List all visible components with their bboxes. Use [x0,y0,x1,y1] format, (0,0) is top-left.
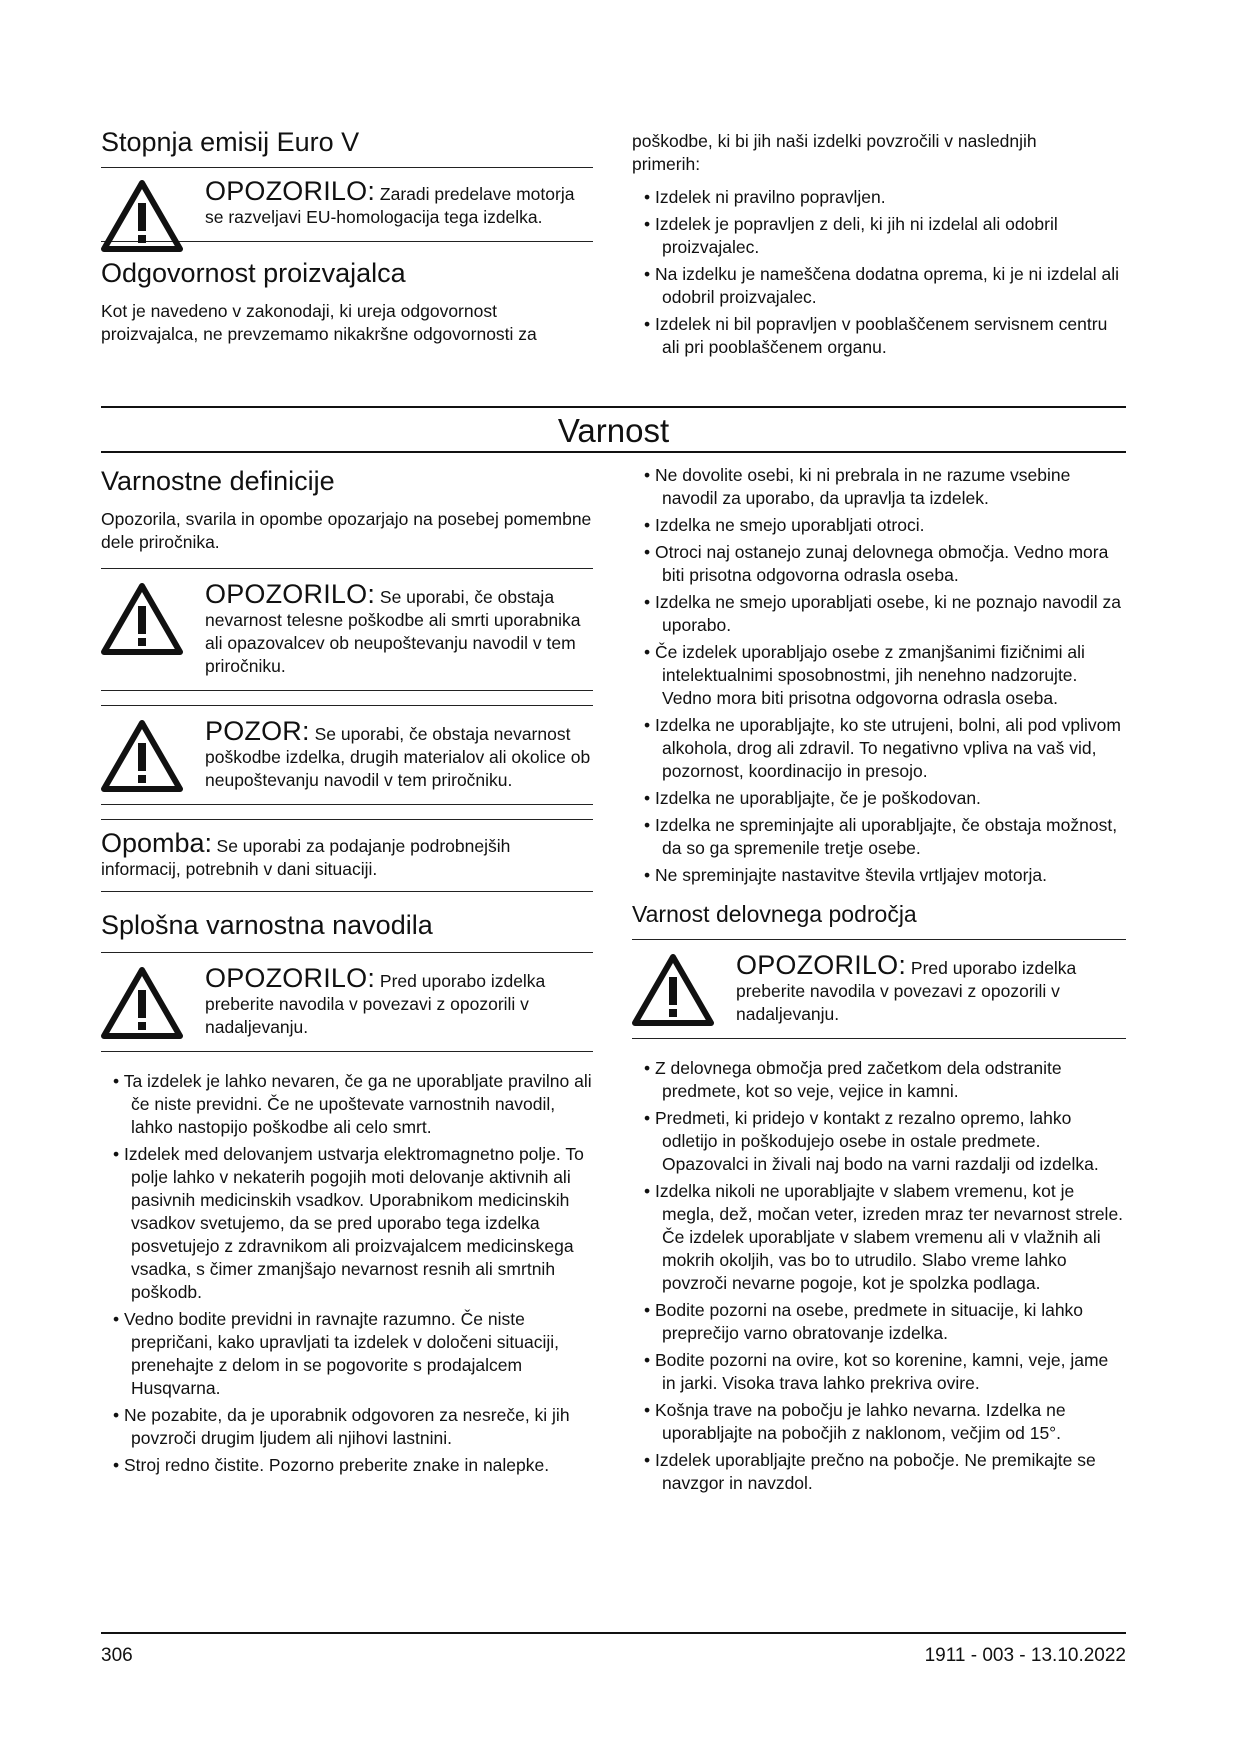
right-column [632,464,1126,1499]
general-safety-list-continued [632,464,1126,887]
general-safety-heading: Splošna varnostna navodila [101,910,433,940]
liability-continued: poškodbe, ki bi jih naši izdelki povzročili v naslednjih primerih: [632,131,1037,174]
top-left-column [101,125,593,346]
caution-text: Se uporabi, če obstaja nevarnost poškodbe izdelka, drugih materialov ali okolice ob neupoštevanju navodil v tem priročniku. [205,724,591,790]
note-signal-word: Opomba: [101,828,213,858]
list-item: • Izdelka ne uporabljajte, če je poškodovan. [632,787,1126,810]
document-reference: 1911 - 003 - 13.10.2022 [924,1645,1126,1666]
list-item: • Otroci naj ostanejo zunaj delovnega območja. Vedno mora biti prisotna odgovorna odrasla oseba. [632,541,1126,587]
warning-text: Zaradi predelave motorja se razveljavi EU-homologacija tega izdelka. [205,184,575,227]
warning-signal-word: OPOZORILO: [205,579,376,609]
page-number: 306 [101,1645,133,1666]
warning-definition-box [101,568,593,691]
list-item: • Izdelek ni bil popravljen v pooblaščenem servisnem centru ali pri pooblaščenem organu. [632,313,1126,359]
footer-rule [101,1632,1126,1634]
top-right-column [632,130,1126,363]
list-item: • Na izdelku je nameščena dodatna oprema, ki je ni izdelal ali odobril proizvajalec. [632,263,1126,309]
list-item: • Vedno bodite previdni in ravnajte razumno. Če niste prepričani, kako upravljati ta izdelek v določeni situaciji, prenehajte z delom in se pogovorite s prodajalcem Husqvarna. [101,1308,593,1400]
list-item: • Izdelka ne uporabljajte, ko ste utrujeni, bolni, ali pod vplivom alkohola, drog ali zdravil. To negativno vpliva na vaš vid, pozornost, koordinacijo in presojo. [632,714,1126,783]
liability-text: Kot je navedeno v zakonodaji, ki ureja odgovornost proizvajalca, ne prevzemamo nikakršne odgovornosti za [101,301,537,344]
emission-heading: Stopnja emisij Euro V [101,127,360,157]
list-item: • Izdelka nikoli ne uporabljajte v slabem vremenu, kot je megla, dež, močan veter, izreden mraz ter nevarnost strele. Če izdelek uporabljate v slabem vremenu ali v vlažnih ali mokrih okoljih, vas bo to utrudilo. Slabo vreme lahko povzroči nevarne pogoje, kot je spolzka podlaga. [632,1180,1126,1295]
general-safety-list [101,1070,593,1477]
definitions-text: Opozorila, svarila in opombe opozarjajo na posebej pomembne dele priročnika. [101,509,592,552]
list-item: • Predmeti, ki pridejo v kontakt z rezalno opremo, lahko odletijo in poškodujejo osebe in ostale predmete. Opazovalci in živali naj bodo na varni razdalji od izdelka. [632,1107,1126,1176]
list-item: • Ne pozabite, da je uporabnik odgovoren za nesreče, ki jih povzroči drugim ljudem ali njihovi lastnini. [101,1404,593,1450]
list-item: • Če izdelek uporabljajo osebe z zmanjšanimi fizičnimi ali intelektualnimi sposobnostmi, jih nenehno nadzorujte. Vedno mora biti prisotna odgovorna odrasla oseba. [632,641,1126,710]
list-item: • Izdelek uporabljajte prečno na pobočje. Ne premikajte se navzgor in navzdol. [632,1449,1126,1495]
warning-triangle-icon [101,583,183,655]
warning-signal-word: OPOZORILO: [736,950,907,980]
list-item: • Ne dovolite osebi, ki ni prebrala in ne razume vsebine navodil za uporabo, da upravlja ta izdelek. [632,464,1126,510]
section-rule-bottom [101,451,1126,453]
warning-text: Pred uporabo izdelka preberite navodila v povezavi z opozorili v nadaljevanju. [736,958,1077,1024]
warning-triangle-icon [632,954,714,1026]
list-item: • Izdelka ne smejo uporabljati otroci. [632,514,1126,537]
list-item: • Bodite pozorni na ovire, kot so korenine, kamni, veje, jame in jarki. Visoka trava lahko prekriva ovire. [632,1349,1126,1395]
general-warning-box [101,952,593,1052]
section-header [101,406,1126,453]
list-item: • Izdelek je popravljen z deli, ki jih ni izdelal ali odobril proizvajalec. [632,213,1126,259]
liability-list [632,186,1126,359]
warning-signal-word: OPOZORILO: [205,176,376,206]
work-area-warning-box [632,939,1126,1039]
warning-triangle-icon [101,720,183,792]
work-area-heading: Varnost delovnega področja [632,901,917,927]
definitions-heading: Varnostne definicije [101,466,335,496]
list-item: • Izdelek med delovanjem ustvarja elektromagnetno polje. To polje lahko v nekaterih pogojih moti delovanje aktivnih ali pasivnih medicinskih vsadkov. Uporabnikom medicinskih vsadkov svetujemo, da se pred uporabo tega izdelka posvetujejo z zdravnikom ali proizvajalcem medicinskega vsadka, s čimer zmanjšajo nevarnost resnih ali smrtnih poškodb. [101,1143,593,1304]
warning-signal-word: OPOZORILO: [205,963,376,993]
warning-triangle-icon [101,180,183,252]
note-text: Se uporabi za podajanje podrobnejših informacij, potrebnih v dani situaciji. [101,836,511,879]
caution-signal-word: POZOR: [205,716,310,746]
work-area-list [632,1057,1126,1495]
left-column [101,464,593,1481]
list-item: • Bodite pozorni na osebe, predmete in situacije, ki lahko preprečijo varno obratovanje izdelka. [632,1299,1126,1345]
note-definition-box [101,819,593,892]
warning-triangle-icon [101,967,183,1039]
warning-text: Se uporabi, če obstaja nevarnost telesne poškodbe ali smrti uporabnika ali opazovalcev ob neupoštevanju navodil v tem priročniku. [205,587,581,676]
section-title: Varnost [557,412,670,449]
list-item: • Izdelka ne smejo uporabljati osebe, ki ne poznajo navodil za uporabo. [632,591,1126,637]
list-item: • Stroj redno čistite. Pozorno preberite znake in nalepke. [101,1454,593,1477]
list-item: • Košnja trave na pobočju je lahko nevarna. Izdelka ne uporabljajte na pobočjih z naklonom, večjim od 15°. [632,1399,1126,1445]
caution-definition-box [101,705,593,805]
list-item: • Izdelka ne spreminjajte ali uporabljajte, če obstaja možnost, da so ga spremenile tretje osebe. [632,814,1126,860]
list-item: • Ta izdelek je lahko nevaren, če ga ne uporabljate pravilno ali če niste previdni. Če ne upoštevate varnostnih navodil, lahko nastopijo poškodbe ali celo smrt. [101,1070,593,1139]
emission-warning-box [101,167,593,242]
list-item: • Z delovnega območja pred začetkom dela odstranite predmete, kot so veje, vejice in kamni. [632,1057,1126,1103]
liability-heading: Odgovornost proizvajalca [101,258,406,288]
list-item: • Izdelek ni pravilno popravljen. [632,186,1126,209]
list-item: • Ne spreminjajte nastavitve števila vrtljajev motorja. [632,864,1126,887]
warning-text: Pred uporabo izdelka preberite navodila v povezavi z opozorili v nadaljevanju. [205,971,546,1037]
